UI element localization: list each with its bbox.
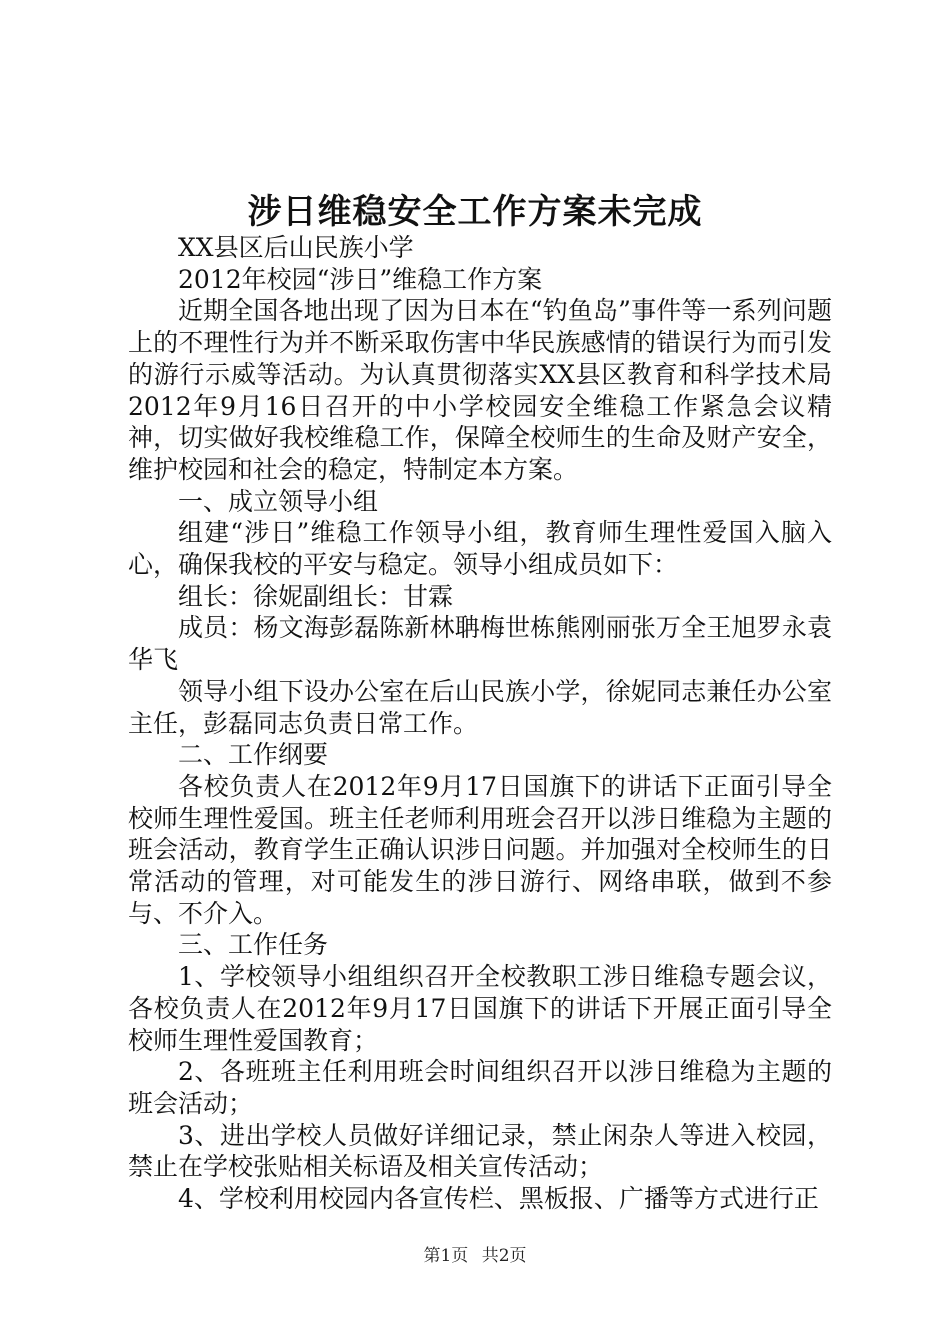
- paragraph-office: 领导小组下设办公室在后山民族小学，徐妮同志兼任办公室主任，彭磊同志负责日常工作。: [128, 676, 832, 738]
- paragraph-intro: 近期全国各地出现了因为日本在“钓鱼岛”事件等一系列问题上的不理性行为并不断采取伤害中华民族感情的错误行为而引发的游行示威等活动。为认真贯彻落实XX县区教育和科学技术局2012年9月16日召开的中小学校园安全维稳工作紧急会议精神，切实做好我校维稳工作，保障全校师生的生命及财产安全，维护校园和社会的稳定，特制定本方案。: [128, 296, 832, 484]
- page-footer: [0, 1241, 950, 1266]
- section-heading-1: 一、成立领导小组: [178, 486, 379, 516]
- plan-name: 2012年校园“涉日”维稳工作方案: [178, 264, 543, 294]
- paragraph-outline: 各校负责人在2012年9月17日国旗下的讲话下正面引导全校师生理性爱国。班主任老师利用班会召开以涉日维稳为主题的班会活动，教育学生正确认识涉日问题。并加强对全校师生的日常活动的管理，对可能发生的涉日游行、网络串联，做到不参与、不介入。: [128, 771, 832, 928]
- paragraph-members: 成员：杨文海彭磊陈新林聃梅世栋熊刚丽张万全王旭罗永袁华飞: [128, 613, 832, 675]
- task-item-4: 4、学校利用校园内各宣传栏、黑板报、广播等方式进行正: [178, 1184, 819, 1214]
- task-item-3: 3、进出学校人员做好详细记录，禁止闲杂人等进入校园，禁止在学校张贴相关标语及相关宣传活动；: [128, 1120, 832, 1182]
- school-name: XX县区后山民族小学: [178, 233, 414, 262]
- paragraph-group: 组建“涉日”维稳工作领导小组，教育师生理性爱国入脑入心，确保我校的平安与稳定。领导小组成员如下：: [128, 518, 832, 580]
- document-body: [128, 232, 832, 1215]
- page-total: 共2页: [481, 1246, 527, 1266]
- section-heading-2: 二、工作纲要: [178, 740, 329, 770]
- task-item-2: 2、各班班主任利用班会时间组织召开以涉日维稳为主题的班会活动；: [128, 1057, 832, 1118]
- task-item-1: 1、学校领导小组组织召开全校教职工涉日维稳专题会议，各校负责人在2012年9月17日国旗下的讲话下开展正面引导全校师生理性爱国教育；: [128, 962, 832, 1055]
- document-title: 涉日维稳安全工作方案未完成: [247, 192, 703, 232]
- page-number: 第1页: [423, 1246, 469, 1266]
- paragraph-leaders: 组长：徐妮副组长：甘霖: [178, 581, 454, 611]
- section-heading-3: 三、工作任务: [178, 930, 329, 960]
